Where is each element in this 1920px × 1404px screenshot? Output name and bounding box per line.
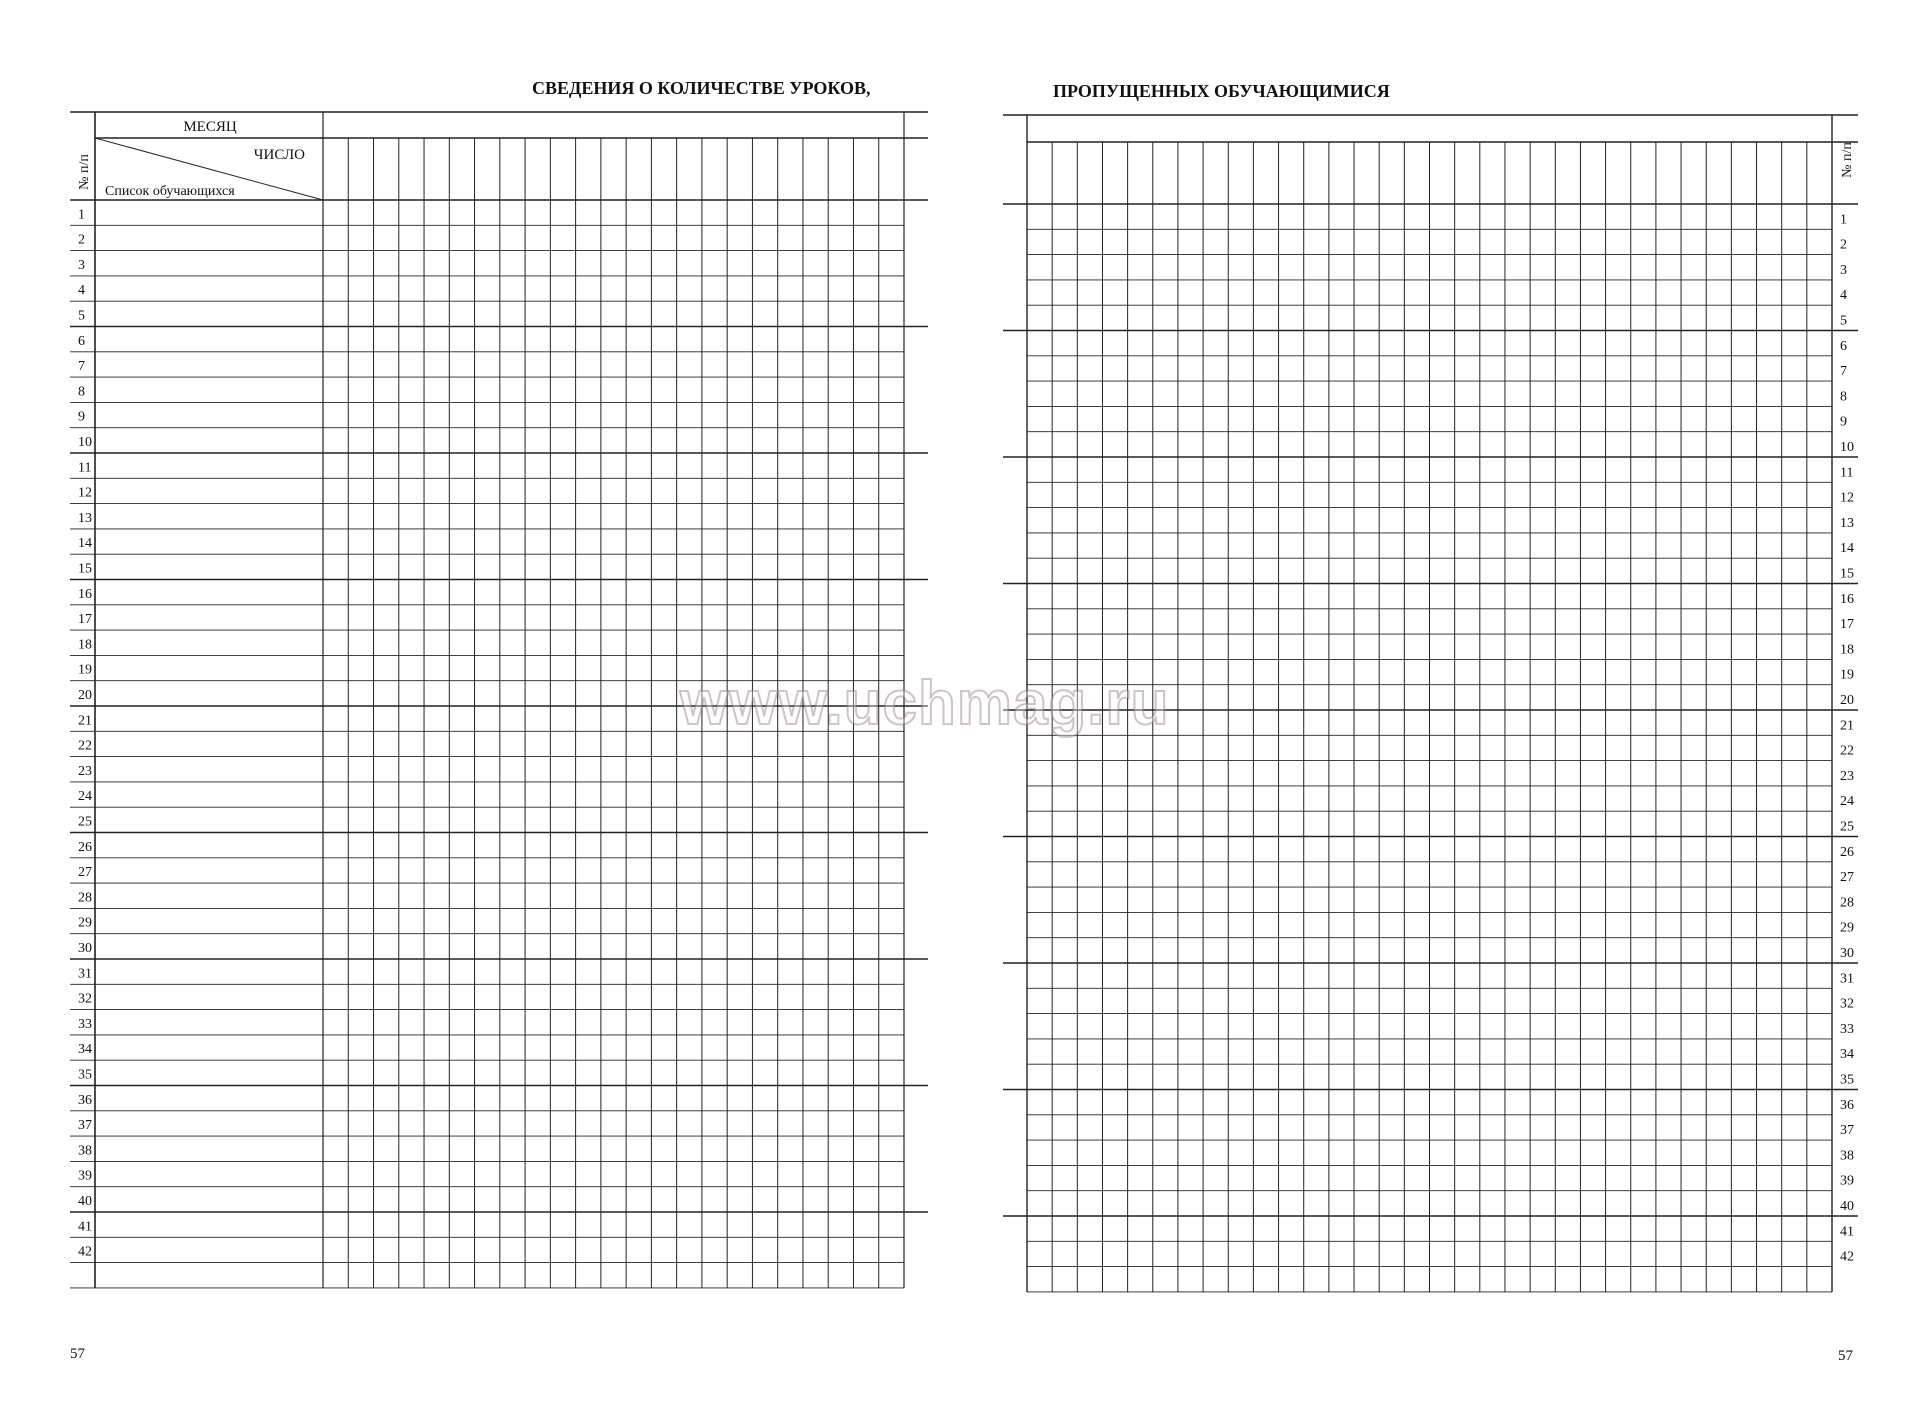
row-number: 9 — [1840, 414, 1847, 430]
row-number: 3 — [78, 257, 85, 273]
row-number: 27 — [1840, 870, 1854, 886]
row-number: 39 — [1840, 1173, 1854, 1189]
row-number: 16 — [1840, 591, 1854, 607]
row-number: 29 — [78, 915, 92, 931]
row-number: 8 — [1840, 389, 1847, 405]
row-number: 6 — [1840, 338, 1847, 354]
row-number: 15 — [78, 561, 92, 577]
row-number: 6 — [78, 333, 85, 349]
row-number: 37 — [1840, 1123, 1854, 1139]
row-number: 42 — [1840, 1249, 1854, 1265]
row-number: 36 — [78, 1092, 92, 1108]
row-number: 31 — [78, 966, 92, 982]
row-number: 14 — [1840, 541, 1854, 557]
left-page-number: 57 — [70, 1346, 85, 1362]
row-number: 17 — [78, 612, 92, 628]
right-page-number: 57 — [1838, 1348, 1853, 1364]
row-number: 4 — [1840, 288, 1847, 304]
left-page-title: СВЕДЕНИЯ О КОЛИЧЕСТВЕ УРОКОВ, — [532, 78, 871, 98]
row-number: 39 — [78, 1168, 92, 1184]
row-number: 42 — [78, 1244, 92, 1260]
row-number: 30 — [78, 941, 92, 956]
row-number: 29 — [1840, 920, 1854, 936]
month-label: МЕСЯЦ — [183, 119, 237, 135]
row-number: 25 — [78, 814, 92, 830]
row-number: 9 — [78, 409, 85, 425]
row-number: 12 — [1840, 490, 1854, 506]
row-number: 19 — [1840, 667, 1854, 683]
row-number: 21 — [1840, 718, 1854, 734]
row-number: 11 — [78, 460, 92, 476]
row-number: 15 — [1840, 566, 1854, 582]
row-number: 13 — [1840, 515, 1854, 531]
index-column-label: № п/п — [1840, 142, 1855, 178]
row-number: 1 — [1840, 212, 1847, 228]
row-number: 37 — [78, 1118, 92, 1134]
row-number: 14 — [78, 536, 92, 552]
row-number: 17 — [1840, 617, 1854, 633]
number-label: ЧИСЛО — [253, 147, 305, 163]
row-number: 32 — [1840, 996, 1854, 1012]
row-number: 16 — [78, 586, 92, 602]
row-number: 24 — [78, 789, 92, 805]
row-number: 25 — [1840, 819, 1854, 835]
row-number: 38 — [78, 1143, 92, 1159]
row-number: 36 — [1840, 1097, 1854, 1113]
row-number: 5 — [1840, 313, 1847, 329]
row-number: 10 — [1840, 440, 1854, 455]
row-number: 2 — [78, 232, 85, 248]
row-number: 10 — [78, 435, 92, 450]
row-number: 26 — [1840, 844, 1854, 860]
row-number: 5 — [78, 308, 85, 324]
row-number: 7 — [1840, 364, 1847, 380]
row-number: 1 — [78, 207, 85, 223]
row-number: 27 — [78, 865, 92, 881]
row-number: 13 — [78, 510, 92, 526]
row-number: 18 — [78, 637, 92, 653]
row-number: 41 — [1840, 1224, 1854, 1240]
row-number: 32 — [78, 991, 92, 1007]
row-number: 26 — [78, 839, 92, 855]
right-page-title: ПРОПУЩЕННЫХ ОБУЧАЮЩИМИСЯ — [1053, 81, 1390, 101]
row-number: 11 — [1840, 465, 1854, 481]
row-number: 35 — [1840, 1072, 1854, 1088]
row-number: 23 — [78, 763, 92, 779]
row-number: 23 — [1840, 768, 1854, 784]
row-number: 33 — [1840, 1021, 1854, 1037]
row-number: 12 — [78, 485, 92, 501]
row-number: 40 — [78, 1194, 92, 1209]
student-list-label: Список обучающихся — [105, 184, 235, 199]
row-number: 34 — [78, 1042, 92, 1058]
row-number: 19 — [78, 662, 92, 678]
row-number: 20 — [1840, 693, 1854, 708]
row-number: 35 — [78, 1067, 92, 1083]
row-number: 24 — [1840, 794, 1854, 810]
row-number: 8 — [78, 384, 85, 400]
row-number: 41 — [78, 1219, 92, 1235]
row-number: 18 — [1840, 642, 1854, 658]
row-number: 28 — [78, 890, 92, 906]
row-number: 30 — [1840, 946, 1854, 961]
row-number: 22 — [78, 738, 92, 754]
row-number: 4 — [78, 283, 85, 299]
row-number: 21 — [78, 713, 92, 729]
index-column-label: № п/п — [77, 154, 92, 190]
row-number: 22 — [1840, 743, 1854, 759]
row-number: 28 — [1840, 895, 1854, 911]
row-number: 31 — [1840, 971, 1854, 987]
row-number: 20 — [78, 688, 92, 703]
row-number: 7 — [78, 359, 85, 375]
row-number: 38 — [1840, 1148, 1854, 1164]
row-number: 33 — [78, 1016, 92, 1032]
row-number: 3 — [1840, 262, 1847, 278]
row-number: 40 — [1840, 1199, 1854, 1214]
watermark-logo: www.uchmag.ru — [680, 669, 1170, 738]
row-number: 34 — [1840, 1047, 1854, 1063]
row-number: 2 — [1840, 237, 1847, 253]
